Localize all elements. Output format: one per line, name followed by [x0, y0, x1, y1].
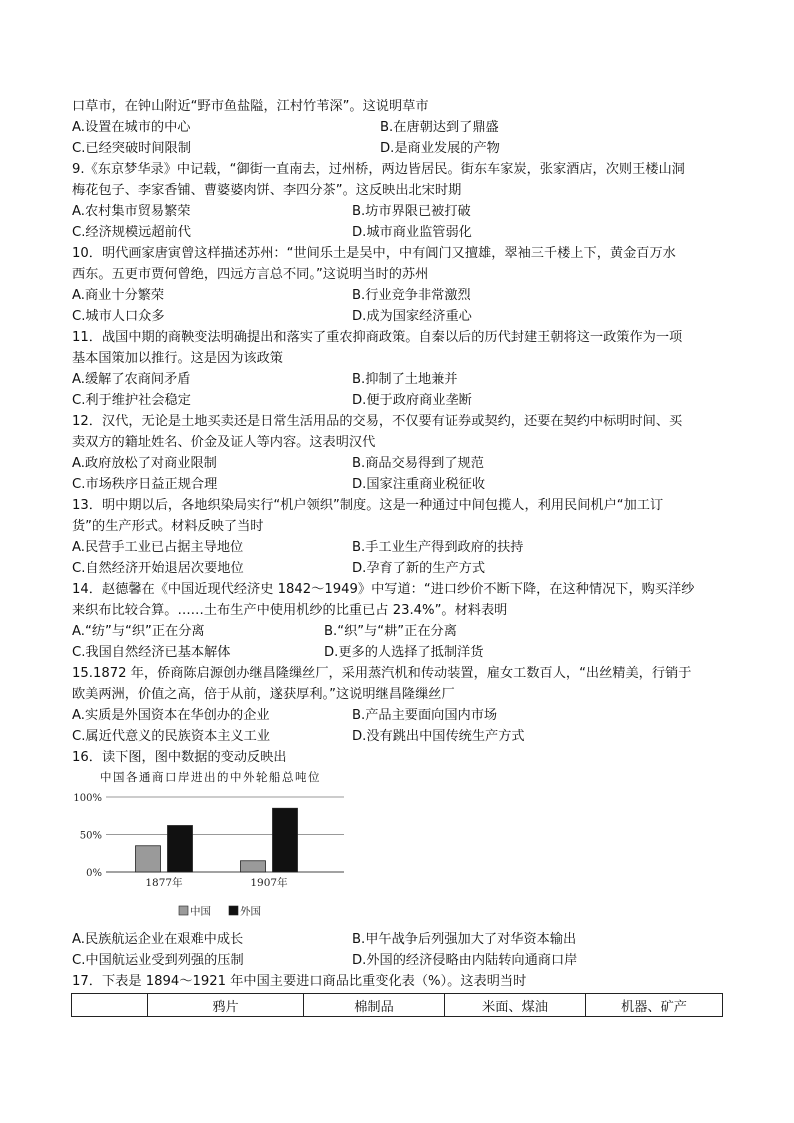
table-header-cell: 棉制品	[304, 994, 445, 1017]
q8-option-a[interactable]: A.设置在城市的中心	[72, 120, 191, 135]
q9-stem-line1: 9.《东京梦华录》中记载，“御街一直南去，过州桥，两边皆居民。街东车家炭，张家酒店，次则王楼山洞	[72, 162, 685, 177]
chart-bars	[136, 808, 298, 872]
q10-stem-line1: 10．明代画家唐寅曾这样描述苏州：“世间乐土是吴中，中有阊门又擅雄，翠袖三千楼上下，黄金百万水	[72, 246, 676, 261]
q16-option-b[interactable]: B.甲午战争后列强加大了对华资本输出	[352, 932, 577, 947]
chart-title: 中国各通商口岸进出的中外轮船总吨位	[100, 770, 321, 784]
q11-stem-line2: 基本国策加以推行。这是因为该政策	[72, 351, 283, 366]
q14-option-b[interactable]: B.“织”与“耕”正在分离	[324, 624, 457, 639]
q16-option-c[interactable]: C.中国航运业受到列强的压制	[72, 953, 244, 968]
bar-中国-1907年	[241, 861, 266, 872]
q10-option-b[interactable]: B.行业竞争非常激烈	[352, 288, 471, 303]
table-header-cell: 鸦片	[148, 994, 304, 1017]
table-header-cell: 米面、煤油	[445, 994, 586, 1017]
q16-option-a[interactable]: A.民族航运企业在艰难中成长	[72, 932, 244, 947]
q15-option-a[interactable]: A.实质是外国资本在华创办的企业	[72, 708, 270, 723]
q8-options-row1	[72, 117, 724, 138]
q13-stem-line1: 13．明中期以后，各地织染局实行“机户领织”制度。这是一种通过中间包揽人，利用民间机户“加工订	[72, 498, 664, 513]
q13-stem-line2: 货”的生产形式。材料反映了当时	[72, 519, 264, 534]
q9-option-b[interactable]: B.坊市界限已被打破	[352, 204, 471, 219]
q9-option-c[interactable]: C.经济规模远超前代	[72, 225, 191, 240]
q12-stem-line2: 卖双方的籍址姓名、价金及证人等内容。这表明汉代	[72, 435, 376, 450]
q13-option-a[interactable]: A.民营手工业已占据主导地位	[72, 540, 244, 555]
legend-label: 中国	[190, 905, 211, 918]
question-list	[72, 96, 724, 768]
q9-option-d[interactable]: D.城市商业监管弱化	[352, 225, 472, 240]
q9-options-row2	[72, 222, 724, 243]
q8-option-c[interactable]: C.已经突破时间限制	[72, 141, 191, 156]
q14-option-c[interactable]: C.我国自然经济已基本解体	[72, 645, 231, 660]
q12-stem-line1: 12．汉代，无论是土地买卖还是日常生活用品的交易，不仅要有证券或契约，还要在契约中标明时间、买	[72, 414, 683, 429]
q11-options-row2	[72, 390, 724, 411]
table-header-cell: 机器、矿产	[586, 994, 723, 1017]
q14-option-d[interactable]: D.更多的人选择了抵制洋货	[324, 645, 484, 660]
q11-option-d[interactable]: D.便于政府商业垄断	[352, 393, 472, 408]
chart-x-labels	[145, 876, 288, 889]
q14-options-row2	[72, 642, 724, 663]
q13-options-row2	[72, 558, 724, 579]
q13-option-c[interactable]: C.自然经济开始退居次要地位	[72, 561, 244, 576]
q12-option-b[interactable]: B.商品交易得到了规范	[352, 456, 484, 471]
q15-options-row1	[72, 705, 724, 726]
q8-option-d[interactable]: D.是商业发展的产物	[380, 141, 500, 156]
y-tick-label: 100%	[73, 793, 102, 804]
table-header-cell	[72, 994, 148, 1017]
q11-options-row1	[72, 369, 724, 390]
bar-外国-1907年	[273, 808, 298, 872]
q12-options-row1	[72, 453, 724, 474]
q15-stem-line2: 欧美两洲，价值之高，倍于从前，遂获厚利。”这说明继昌隆缫丝厂	[72, 687, 455, 702]
q12-option-d[interactable]: D.国家注重商业税征收	[352, 477, 486, 492]
q13-option-d[interactable]: D.孕育了新的生产方式	[352, 561, 486, 576]
q14-stem-line2: 来织布比较合算。……土布生产中使用机纱的比重已占 23.4%”。材料表明	[72, 603, 508, 618]
q14-option-a[interactable]: A.“纺”与“织”正在分离	[72, 624, 205, 639]
y-tick-label: 0%	[86, 868, 102, 879]
q13-options-row1	[72, 537, 724, 558]
import-share-table	[71, 993, 723, 1017]
q15-option-b[interactable]: B.产品主要面向国内市场	[352, 708, 498, 723]
q15-option-c[interactable]: C.属近代意义的民族资本主义工业	[72, 729, 271, 744]
q9-options-row1	[72, 201, 724, 222]
q10-options-row1	[72, 285, 724, 306]
bar-外国-1877年	[168, 826, 193, 873]
q14-stem-line1: 14．赵德馨在《中国近现代经济史 1842～1949》中写道：“进口纱价不断下降，在这种情况下，购买洋纱	[72, 582, 695, 597]
chart-y-ticks	[73, 793, 102, 879]
q10-stem-line2: 西东。五更市贾何曾绝，四远方言总不同。”这说明当时的苏州	[72, 267, 429, 282]
q10-option-c[interactable]: C.城市人口众多	[72, 309, 165, 324]
q12-option-c[interactable]: C.市场秩序日益正规合理	[72, 477, 218, 492]
q13-option-b[interactable]: B.手工业生产得到政府的扶持	[352, 540, 524, 555]
q8-stem: 口草市，在钟山附近“野市鱼盐隘，江村竹苇深”。这说明草市	[72, 99, 429, 114]
bar-中国-1877年	[136, 846, 161, 872]
q9-stem-line2: 梅花包子、李家香铺、曹婆婆肉饼、李四分茶”。这反映出北宋时期	[72, 183, 462, 198]
table-header-row	[72, 994, 723, 1017]
q10-option-a[interactable]: A.商业十分繁荣	[72, 288, 165, 303]
q11-option-b[interactable]: B.抑制了土地兼并	[352, 372, 458, 387]
q16-stem: 16．读下图，图中数据的变动反映出	[72, 750, 287, 765]
legend-label: 外国	[240, 905, 261, 918]
q8-option-b[interactable]: B.在唐朝达到了鼎盛	[380, 120, 499, 135]
q11-option-c[interactable]: C.利于维护社会稳定	[72, 393, 191, 408]
x-tick-label: 1877年	[145, 877, 183, 889]
q15-option-d[interactable]: D.没有跳出中国传统生产方式	[352, 729, 525, 744]
q12-option-a[interactable]: A.政府放松了对商业限制	[72, 456, 217, 471]
legend-swatch	[229, 906, 238, 915]
q11-option-a[interactable]: A.缓解了农商间矛盾	[72, 372, 191, 387]
q16-options-row1	[72, 929, 724, 950]
q17-stem: 17．下表是 1894～1921 年中国主要进口商品比重变化表（%）。这表明当时	[72, 974, 527, 989]
q11-stem-line1: 11．战国中期的商鞅变法明确提出和落实了重农抑商政策。自秦以后的历代封建王朝将这一政策作为一项	[72, 330, 683, 345]
tonnage-bar-chart	[72, 780, 352, 920]
q15-options-row2	[72, 726, 724, 747]
q8-options-row2	[72, 138, 724, 159]
q16-options-row2	[72, 950, 724, 971]
chart-legend	[179, 905, 261, 918]
q10-options-row2	[72, 306, 724, 327]
y-tick-label: 50%	[79, 830, 102, 842]
q9-option-a[interactable]: A.农村集市贸易繁荣	[72, 204, 191, 219]
x-tick-label: 1907年	[250, 877, 288, 889]
q10-option-d[interactable]: D.成为国家经济重心	[352, 309, 472, 324]
after-chart-section	[72, 929, 724, 992]
q15-stem-line1: 15.1872 年，侨商陈启源创办继昌隆缫丝厂，采用蒸汽机和传动装置，雇女工数百人，“出丝精美，行销于	[72, 666, 692, 681]
q14-options-row1	[72, 621, 724, 642]
q12-options-row2	[72, 474, 724, 495]
legend-swatch	[179, 906, 188, 915]
q16-option-d[interactable]: D.外国的经济侵略由内陆转向通商口岸	[352, 953, 578, 968]
